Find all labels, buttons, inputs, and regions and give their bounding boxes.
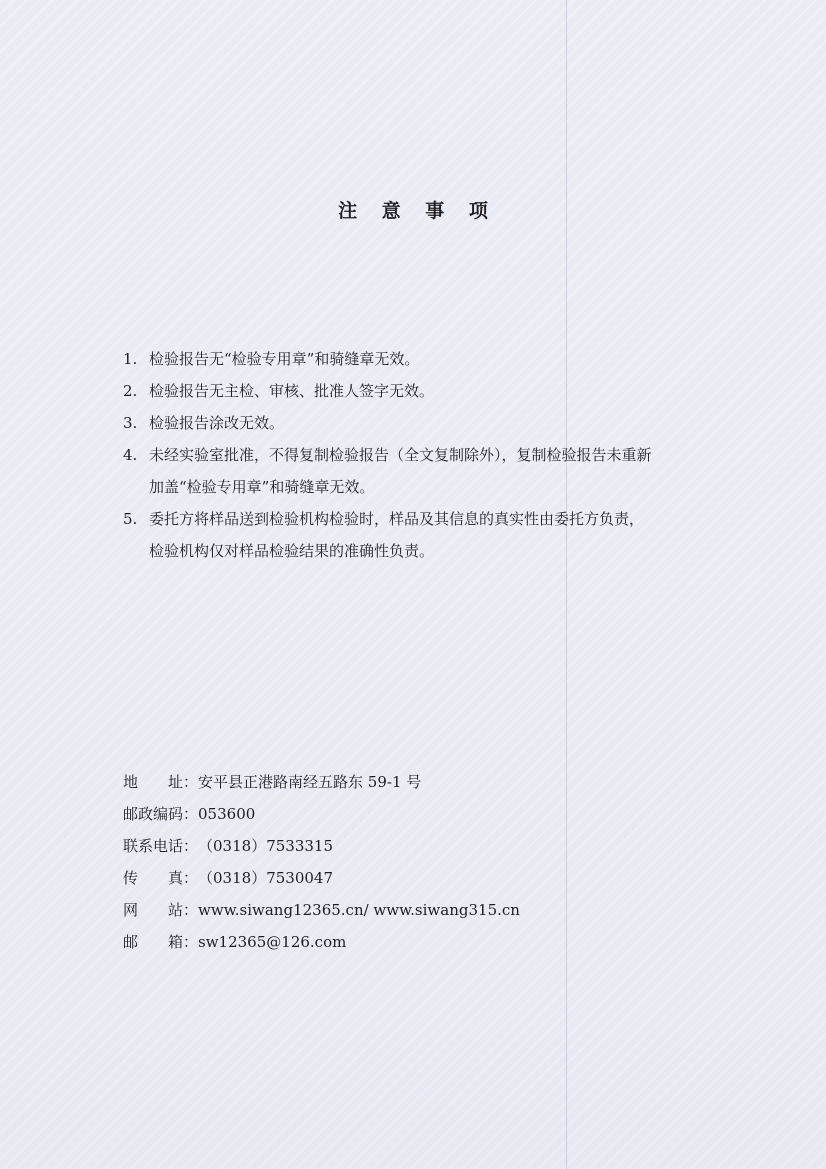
- email-label-part: 箱: [167, 933, 183, 951]
- notice-line: 检验报告无主检、审核、批准人签字无效。: [149, 382, 435, 400]
- email-label: [123, 926, 183, 958]
- notice-number: 5.: [123, 510, 138, 528]
- notice-text: [149, 375, 723, 407]
- fax-label-part: 真: [167, 869, 183, 887]
- phone-row: [123, 830, 723, 862]
- website-value: www.siwang12365.cn/ www.siwang315.cn: [198, 901, 520, 919]
- fax-separator: ：: [183, 869, 199, 887]
- address-label-part: 址: [167, 773, 183, 791]
- fax-value: （0318）7530047: [198, 869, 333, 887]
- fax-label: [123, 862, 183, 894]
- notice-line: 检验报告无“检验专用章”和骑缝章无效。: [149, 350, 420, 368]
- fax-label-part: 传: [123, 869, 139, 887]
- notice-item: [123, 343, 723, 375]
- address-row: [123, 766, 723, 798]
- notice-number: 4.: [123, 446, 138, 464]
- website-label-part: 网: [123, 901, 139, 919]
- address-value: 安平县正港路南经五路东 59-1 号: [198, 773, 422, 791]
- page-fold-line: [566, 0, 567, 1169]
- notice-item: [123, 439, 723, 503]
- notice-item: [123, 407, 723, 439]
- postcode-value: 053600: [198, 805, 256, 823]
- contact-info: [123, 766, 723, 958]
- website-label: [123, 894, 183, 926]
- notice-number: 2.: [123, 382, 138, 400]
- page-title: 注 意 事 项: [338, 200, 497, 222]
- notice-number: 3.: [123, 414, 138, 432]
- notice-text: [149, 439, 723, 503]
- phone-value: （0318）7533315: [198, 837, 333, 855]
- notice-number: 1.: [123, 350, 138, 368]
- fax-row: [123, 862, 723, 894]
- postcode-row: [123, 798, 723, 830]
- email-value: sw12365@126.com: [198, 933, 347, 951]
- phone-separator: ：: [183, 837, 199, 855]
- notice-line: 委托方将样品送到检验机构检验时，样品及其信息的真实性由委托方负责，: [149, 510, 645, 528]
- notice-list: [123, 343, 723, 567]
- notice-text: [149, 503, 723, 567]
- postcode-separator: ：: [183, 805, 199, 823]
- email-label-part: 邮: [123, 933, 139, 951]
- notice-text: [149, 343, 723, 375]
- address-label: [123, 766, 183, 798]
- website-row: [123, 894, 723, 926]
- notice-text: [149, 407, 723, 439]
- notice-item: [123, 503, 723, 567]
- notice-item: [123, 375, 723, 407]
- address-label-part: 地: [123, 773, 139, 791]
- notice-line: 未经实验室批准，不得复制检验报告（全文复制除外），复制检验报告未重新: [149, 446, 652, 464]
- notice-line: 检验报告涂改无效。: [149, 414, 285, 432]
- website-separator: ：: [183, 901, 199, 919]
- notice-line: 检验机构仅对样品检验结果的准确性负责。: [149, 542, 435, 560]
- notice-line: 加盖“检验专用章”和骑缝章无效。: [149, 478, 375, 496]
- phone-label: 联系电话: [123, 837, 184, 855]
- postcode-label: 邮政编码: [123, 805, 184, 823]
- email-separator: ：: [183, 933, 199, 951]
- website-label-part: 站: [167, 901, 183, 919]
- email-row: [123, 926, 723, 958]
- address-separator: ：: [183, 773, 199, 791]
